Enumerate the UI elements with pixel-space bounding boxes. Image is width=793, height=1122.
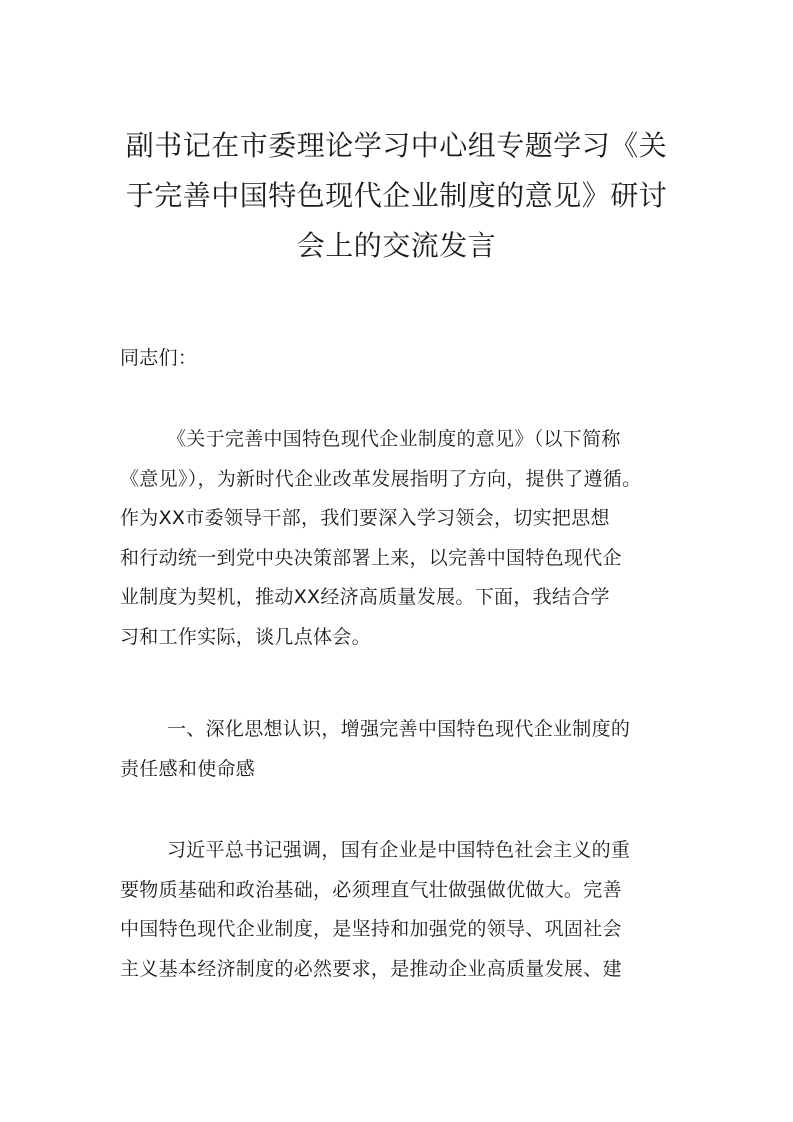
paragraph-line: 主义基本经济制度的必然要求，是推动企业高质量发展、建 bbox=[120, 957, 622, 980]
paragraph-line: 习和工作实际，谈几点体会。 bbox=[120, 625, 371, 648]
document-title bbox=[110, 121, 683, 271]
paragraph-line: 习近平总书记强调，国有企业是中国特色社会主义的重 bbox=[167, 839, 631, 861]
salutation bbox=[120, 339, 676, 379]
heading-line: 一、深化思想认识，增强完善中国特色现代企业制度的 bbox=[167, 718, 631, 740]
paragraph-line: 要物质基础和政治基础，必须理直气壮做强做优做大。完善 bbox=[120, 878, 622, 901]
heading-line: 责任感和使命感 bbox=[120, 757, 256, 780]
paragraph-section-1 bbox=[120, 831, 676, 989]
title-line: 副书记在市委理论学习中心组专题学习《关 bbox=[125, 129, 668, 162]
section-heading-1 bbox=[120, 710, 676, 789]
paragraph-line: 和行动统一到党中央决策部署上来，以完善中国特色现代企 bbox=[120, 546, 622, 569]
paragraph-line: 中国特色现代企业制度，是坚持和加强党的领导、巩固社会 bbox=[120, 918, 622, 941]
title-line: 于完善中国特色现代企业制度的意见》研讨 bbox=[125, 179, 668, 212]
title-line: 会上的交流发言 bbox=[296, 229, 497, 262]
paragraph-line: 作为XX市委领导干部，我们要深入学习领会，切实把思想 bbox=[120, 507, 610, 530]
paragraph-line: 《意见》），为新时代企业改革发展指明了方向，提供了遵循。 bbox=[120, 467, 642, 490]
paragraph-intro bbox=[120, 420, 676, 658]
paragraph-line: 《关于完善中国特色现代企业制度的意见》（以下简称 bbox=[167, 428, 621, 450]
salutation-text: 同志们： bbox=[120, 347, 198, 369]
paragraph-line: 业制度为契机，推动XX经济高质量发展。下面，我结合学 bbox=[120, 586, 610, 609]
